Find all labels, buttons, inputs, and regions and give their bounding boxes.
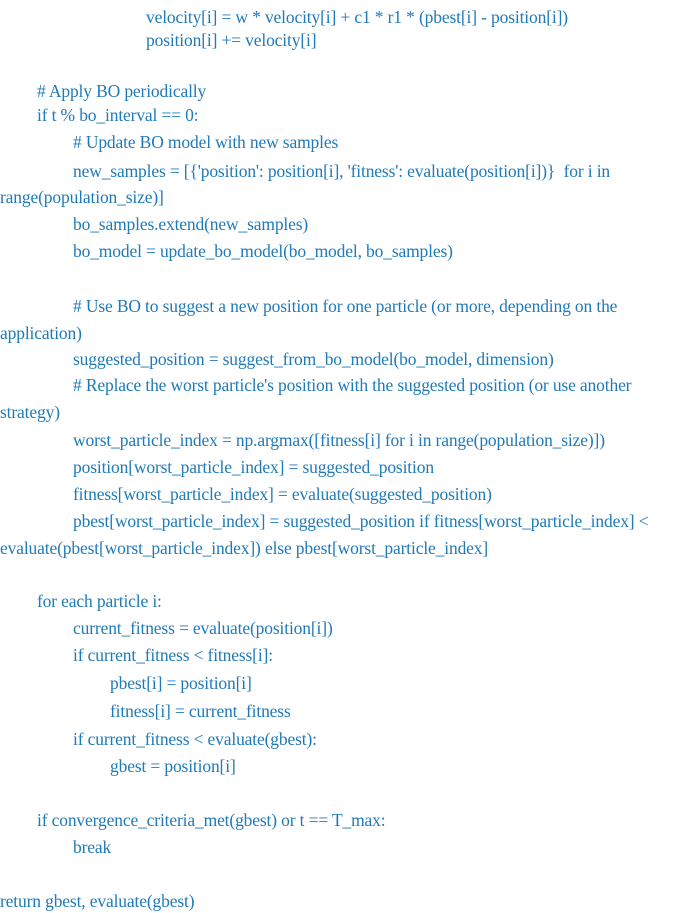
code-line: range(population_size)] — [0, 187, 164, 207]
code-line: # Use BO to suggest a new position for one particle (or more, depending on the — [73, 296, 618, 316]
code-line: strategy) — [0, 402, 60, 422]
code-line: if convergence_criteria_met(gbest) or t == T_max: — [37, 810, 386, 830]
code-line: current_fitness = evaluate(position[i]) — [73, 618, 333, 638]
code-line: fitness[worst_particle_index] = evaluate(suggested_position) — [73, 484, 492, 504]
code-line: suggested_position = suggest_from_bo_model(bo_model, dimension) — [73, 349, 554, 369]
code-line: return gbest, evaluate(gbest) — [0, 891, 195, 911]
code-line: pbest[i] = position[i] — [110, 673, 252, 693]
code-line: position[worst_particle_index] = suggested_position — [73, 457, 434, 477]
code-line: # Replace the worst particle's position with the suggested position (or use another — [73, 375, 632, 395]
code-line: application) — [0, 323, 82, 343]
code-line: bo_samples.extend(new_samples) — [73, 214, 309, 234]
code-line: new_samples = [{'position': position[i], 'fitness': evaluate(position[i])} for i in — [73, 161, 611, 181]
code-line: position[i] += velocity[i] — [146, 30, 317, 50]
code-line: evaluate(pbest[worst_particle_index]) else pbest[worst_particle_index] — [0, 538, 489, 558]
code-line: break — [73, 837, 112, 857]
code-line: velocity[i] = w * velocity[i] + c1 * r1 * (pbest[i] - position[i]) — [146, 7, 568, 27]
code-line: bo_model = update_bo_model(bo_model, bo_samples) — [73, 241, 453, 261]
code-line: fitness[i] = current_fitness — [110, 701, 291, 721]
code-line: gbest = position[i] — [110, 756, 236, 776]
code-line: if current_fitness < fitness[i]: — [73, 645, 273, 665]
code-line: # Update BO model with new samples — [73, 132, 339, 152]
code-line: # Apply BO periodically — [37, 81, 207, 101]
code-line: for each particle i: — [37, 591, 162, 611]
code-line: pbest[worst_particle_index] = suggested_position if fitness[worst_particle_index] < — [73, 511, 649, 531]
code-line: worst_particle_index = np.argmax([fitness[i] for i in range(population_size)]) — [73, 430, 605, 450]
code-line: if current_fitness < evaluate(gbest): — [73, 729, 317, 749]
code-line: if t % bo_interval == 0: — [37, 105, 199, 125]
